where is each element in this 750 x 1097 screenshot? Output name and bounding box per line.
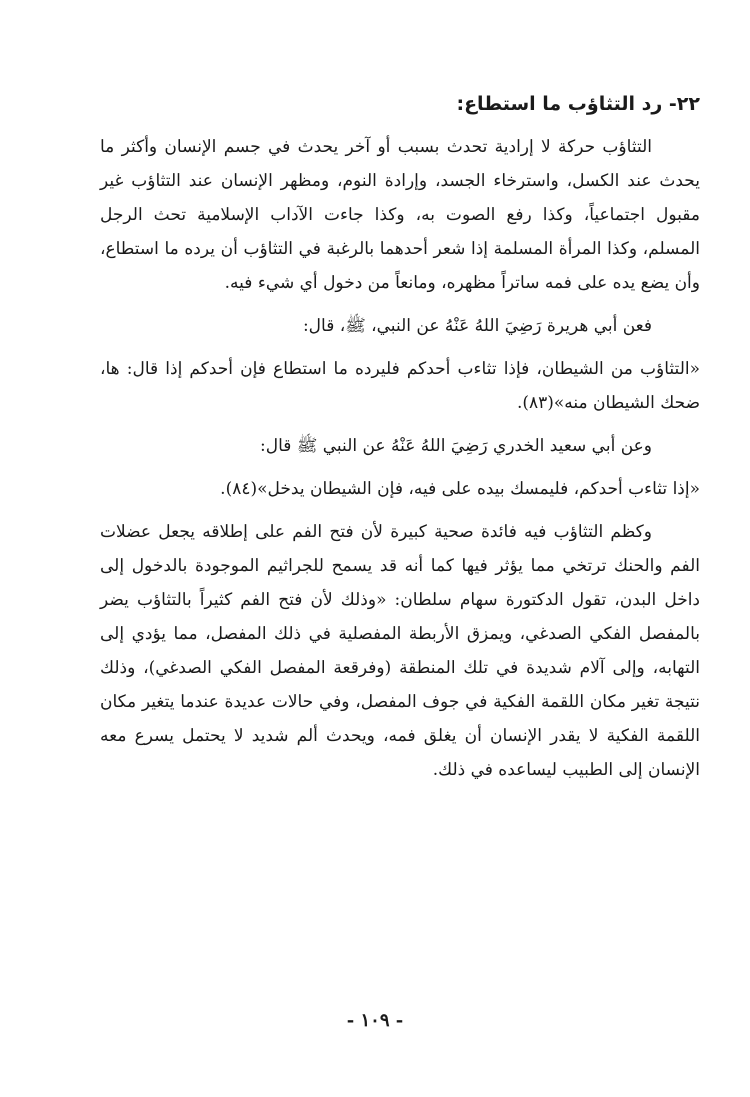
paragraph-hadith-2: «إذا تثاءب أحدكم، فليمسك بيده على فيه، فإن الشيطان يدخل»(٨٤). [220, 479, 700, 499]
section-heading: ٢٢- رد التثاؤب ما استطاع: [456, 93, 700, 115]
paragraph-hadith-intro-2: وعن أبي سعيد الخدري رَضِيَ اللهُ عَنْهُ عن النبي ﷺ قال: [260, 436, 652, 456]
paragraph-hadith-intro-1: فعن أبي هريرة رَضِيَ اللهُ عَنْهُ عن النبي، ﷺ، قال: [302, 316, 652, 336]
paragraph-hadith-1: «التثاؤب من الشيطان، فإذا تثاءب أحدكم فليرده ما استطاع فإن أحدكم إذا قال: ها، ضحك الشيطان منه»(٨٣). [100, 359, 700, 413]
paragraph-intro: التثاؤب حركة لا إرادية تحدث بسبب أو آخر يحدث في جسم الإنسان وأكثر ما يحدث عند الكسل، واسترخاء الجسد، وإرادة النوم، ومظهر الإنسان عند التثاؤب غير مقبول اجتماعياً، وكذا رفع الصوت به، وكذا جاءت الآداب الإسلامية تحث الرجل المسلم، وكذا المرأة المسلمة إذا شعر أحدهما بالرغبة في التثاؤب أن يرده ما استطاع، وأن يضع يده على فمه ساتراً مظهره، ومانعاً من دخول أي شيء فيه. [100, 137, 700, 293]
page-number: - ١٠٩ - [346, 1010, 404, 1031]
page-body [100, 86, 700, 796]
paragraph-health-benefit: وكظم التثاؤب فيه فائدة صحية كبيرة لأن فتح الفم على إطلاقه يجعل عضلات الفم والحنك ترتخي مما يؤثر فيها كما أنه قد يسمح للجراثيم الموجودة بالدخول إلى داخل البدن، تقول الدكتورة سهام سلطان: «وذلك لأن فتح الفم كثيراً بالتثاؤب يضر بالمفصل الفكي الصدغي، ويمزق الأربطة المفصلية في ذلك المفصل، مما يؤدي إلى التهابه، وإلى آلام شديدة في تلك المنطقة (وفرقعة المفصل الفكي الصدغي)، وذلك نتيجة تغير مكان اللقمة الفكية في جوف المفصل، وفي حالات عديدة عندما يتغير مكان اللقمة الفكية لا يقدر الإنسان أن يغلق فمه، ويحدث ألم شديد لا يحتمل يسرع معه الإنسان إلى الطبيب ليساعده في ذلك. [100, 522, 701, 780]
